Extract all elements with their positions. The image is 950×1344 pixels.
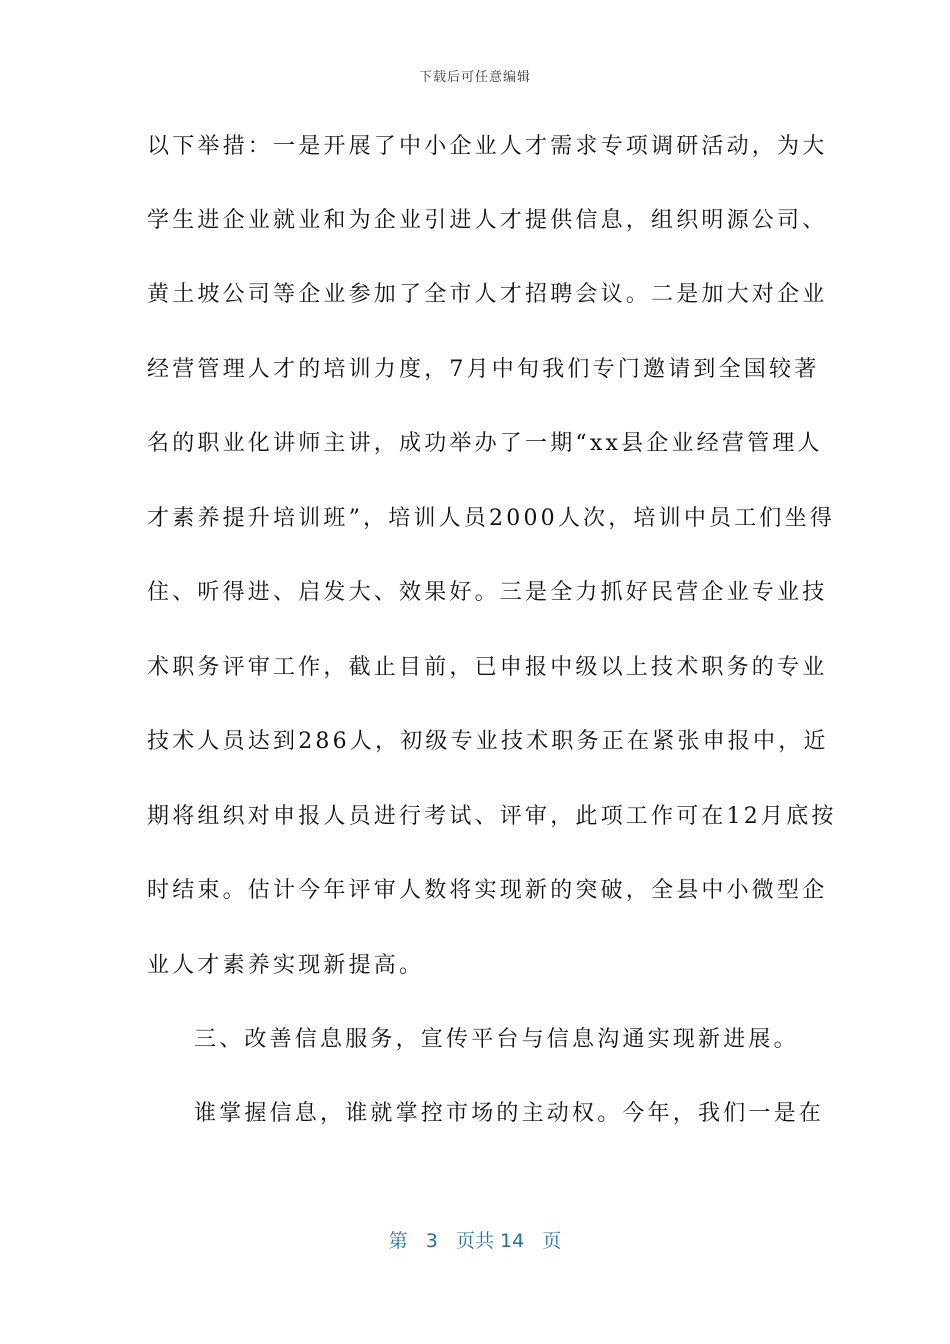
footer-total-pages: 14 <box>500 1230 525 1252</box>
body-line: 住、听得进、启发大、效果好。三是全力抓好民营企业专业技 <box>147 580 828 605</box>
page-header: 下载后可任意编辑 <box>418 70 531 85</box>
footer-prefix: 第 <box>388 1230 408 1252</box>
page-footer <box>0 1226 950 1253</box>
body-line: 名的职业化讲师主讲，成功举办了一期“xx县企业经营管理人 <box>147 431 823 456</box>
footer-middle: 页共 <box>455 1230 494 1252</box>
body-line: 才素养提升培训班”，培训人员2000人次，培训中员工们坐得 <box>147 506 836 531</box>
body-line: 业人才素养实现新提高。 <box>147 953 425 978</box>
body-line: 谁掌握信息，谁就掌控市场的主动权。今年，我们一是在 <box>194 1101 825 1126</box>
body-line: 技术人员达到286人，初级专业技术职务正在紧张申报中，近 <box>147 729 829 754</box>
body-line: 时结束。估计今年评审人数将实现新的突破，全县中小微型企 <box>147 878 828 903</box>
footer-suffix: 页 <box>542 1230 562 1252</box>
body-line: 以下举措：一是开展了中小企业人才需求专项调研活动，为大 <box>147 134 828 159</box>
body-line: 黄土坡公司等企业参加了全市人才招聘会议。二是加大对企业 <box>147 282 828 307</box>
body-line: 经营管理人才的培训力度，7月中旬我们专门邀请到全国较著 <box>147 357 820 382</box>
body-line: 期将组织对申报人员进行考试、评审，此项工作可在12月底按 <box>147 804 837 829</box>
body-line: 术职务评审工作，截止目前，已申报中级以上技术职务的专业 <box>147 655 828 680</box>
body-line: 学生进企业就业和为企业引进人才提供信息，组织明源公司、 <box>147 208 828 233</box>
section-heading: 三、改善信息服务，宣传平台与信息沟通实现新进展。 <box>194 1027 799 1052</box>
footer-current-page: 3 <box>425 1230 438 1252</box>
